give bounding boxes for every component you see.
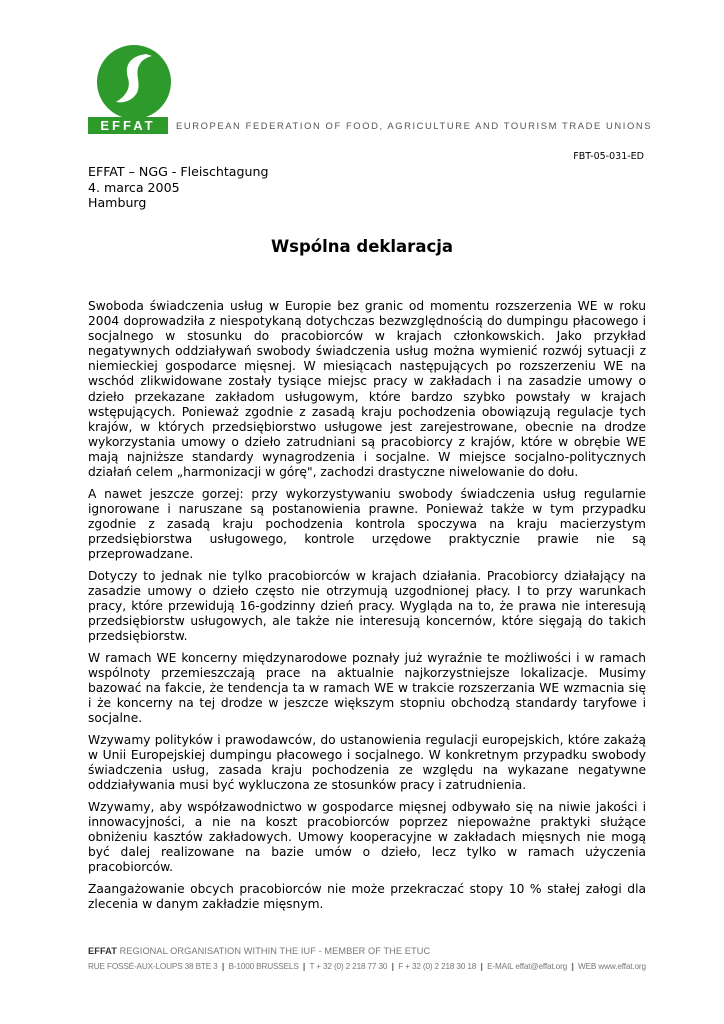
document-reference: FBT-05-031-ED: [573, 151, 644, 162]
meeting-name: EFFAT – NGG - Fleischtagung: [88, 164, 269, 179]
paragraph: A nawet jeszcze gorzej: przy wykorzystywaniu swobody świadczenia usług regularnie ignorowane i naruszane są postanowienia prawne. Ponieważ także w tym przypadku zgodnie z zasadą kraju pochodzenia kontrola spoczywa na kraju macierzystym przedsiębiorstwa usługowego, kontrole urzędowe praktycznie prawie nie są przeprowadzane.: [88, 486, 646, 562]
footer-address: RUE FOSSÉ-AUX-LOUPS 38 BTE 3 ❙ B-1000 BRUSSELS ❙ T + 32 (0) 2 218 77 30 ❙ F + 32 (0) 2 218 30 18 ❙ E-MAIL effat@effat.org ❙ WEB www.effat.org: [88, 962, 646, 971]
document-place: Hamburg: [88, 195, 147, 210]
paragraph: Zaangażowanie obcych pracobiorców nie może przekraczać stopy 10 % stałej załogi dla zlecenia w danym zakładzie mięsnym.: [88, 881, 646, 912]
paragraph: Dotyczy to jednak nie tylko pracobiorców w krajach działania. Pracobiorcy działający na zasadzie umowy o dzieło często nie otrzymują uzgodnionej płacy. I to przy warunkach pracy, które przewidują 16-godzinny dzień pracy. Wygląda na to, że prawa nie interesują przedsiębiorstw usługowych, ale także nie interesują koncernów, które sięgają do takich przedsiębiorstw.: [88, 568, 646, 644]
paragraph: W ramach WE koncerny międzynarodowe poznały już wyraźnie te możliwości i w ramach wspólnoty przemieszczają prace na aktualnie najkorzystniejsze lokalizacje. Musimy bazować na fakcie, że tendencja ta w ramach WE w trakcie rozszerzania WE wzmacnia się i że koncerny na tej drodze w jeszcze większym stopniu obchodzą standardy taryfowe i socjalne.: [88, 650, 646, 726]
footer-org-line: [88, 946, 648, 956]
page-title: Wspólna deklaracja: [270, 237, 454, 256]
paragraph: Swoboda świadczenia usług w Europie bez granic od momentu rozszerzenia WE w roku 2004 doprowadziła z niespotykaną dotychczas bezwzględnością do dumpingu płacowego i socjalnego w stosunku do pracobiorców w krajach członkowskich. Jako przykład negatywnych oddziaływań swobody świadczenia usług można wymienić rozwój sytuacji z niemieckiej gospodarce mięsnej. W miesiącach następujących po rozszerzeniu WE na wschód zlikwidowane zostały tysiące miejsc pracy w zakładach i na zasadzie umowy o dzieło przekazane zakładom usługowym, które bardzo szybko powstały w krajach wstępujących. Ponieważ zgodnie z zasadą kraju pochodzenia obowiązują regulacje tych krajów, w których przedsiębiorstwo usługowe jest zarejestrowane, obecnie na drodze wykorzystania umowy o dzieło zatrudniani są pracobiorcy z krajów, które w obrębie WE mają najniższe standardy wynagrodzenia i socjalne. W miejsce socjalno-politycznych działań celem „harmonizacji w górę", zachodzi drastyczne niwelowanie do dołu.: [88, 299, 646, 480]
paragraph: Wzywamy polityków i prawodawców, do ustanowienia regulacji europejskich, które zakażą w Unii Europejskiej dumpingu płacowego i socjalnego. W konkretnym przypadku swobody świadczenia usług, zasada kraju pochodzenia ze względu na wykazane negatywne oddziaływania musi być wykluczona ze stosunków pracy i zatrudnienia.: [88, 732, 646, 793]
document-header: [88, 164, 268, 211]
document-body: [88, 299, 646, 919]
federation-name: EUROPEAN FEDERATION OF FOOD, AGRICULTURE AND TOURISM TRADE UNIONS: [176, 120, 653, 131]
page-footer: [88, 946, 648, 971]
document-date: 4. marca 2005: [88, 179, 180, 195]
effat-logo-icon: [96, 44, 172, 120]
paragraph: Wzywamy, aby współzawodnictwo w gospodarce mięsnej odbywało się na niwie jakości i innowacyjności, a nie na koszt pracobiorców poprzez niepoważne praktyki służące obniżeniu kasztów zakładowych. Umowy kooperacyjne w zakładach mięsnych nie mogą być dalej realizowane na bazie umów o dzieło, lecz tylko w ramach użyczenia pracobiorców.: [88, 799, 646, 875]
effat-logo-text: EFFAT: [88, 117, 168, 134]
footer-org-description: REGIONAL ORGANISATION WITHIN THE IUF - MEMBER OF THE ETUC: [119, 946, 431, 956]
footer-org-short: EFFAT: [88, 946, 117, 956]
